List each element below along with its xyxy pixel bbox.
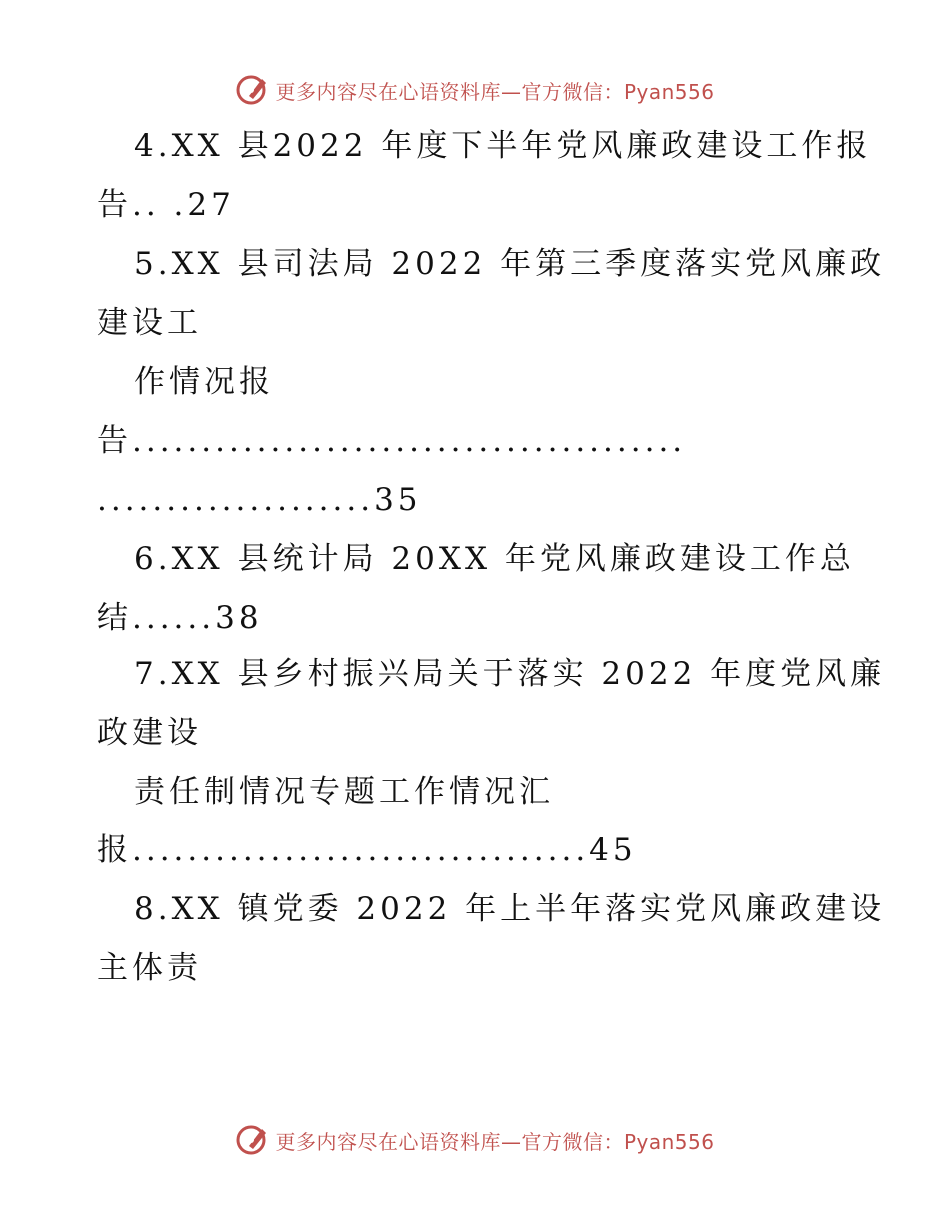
toc-entry-7: 7.XX 县乡村振兴局关于落实 2022 年度党风廉 xyxy=(134,656,886,692)
pen-nib-logo-icon xyxy=(235,72,271,108)
footer-watermark-banner xyxy=(0,1120,950,1160)
toc-entry-5-cont2: 作情况报 xyxy=(134,364,274,400)
toc-entry-6: 6.XX 县统计局 20XX 年党风廉政建设工作总 xyxy=(134,541,855,577)
toc-entry-8-cont: 主体责 xyxy=(97,950,202,986)
toc-entry-7-cont: 政建设 xyxy=(97,715,202,751)
toc-entry-8: 8.XX 镇党委 2022 年上半年落实党风廉政建设 xyxy=(134,891,886,927)
toc-entry-5: 5.XX 县司法局 2022 年第三季度落实党风廉政 xyxy=(134,246,886,282)
pen-nib-logo-icon xyxy=(235,1122,271,1158)
header-watermark-banner xyxy=(0,70,950,110)
toc-entry-7-cont2: 责任制情况专题工作情况汇 xyxy=(134,774,554,810)
toc-entry-7-page: 报.................................45 xyxy=(97,832,637,868)
toc-entry-5-page: ....................35 xyxy=(97,482,422,518)
toc-entry-6-page: 结......38 xyxy=(97,600,263,636)
watermark-text: 更多内容尽在心语资料库—官方微信：Pyan556 xyxy=(275,1129,715,1154)
toc-entry-5-leader: 告........................................ xyxy=(97,423,687,459)
watermark-text: 更多内容尽在心语资料库—官方微信：Pyan556 xyxy=(275,79,715,104)
toc-entry-4: 4.XX 县2022 年度下半年党风廉政建设工作报 xyxy=(134,128,872,164)
toc-entry-5-cont: 建设工 xyxy=(97,305,202,341)
toc-entry-4-page: 告.. .27 xyxy=(97,187,235,223)
